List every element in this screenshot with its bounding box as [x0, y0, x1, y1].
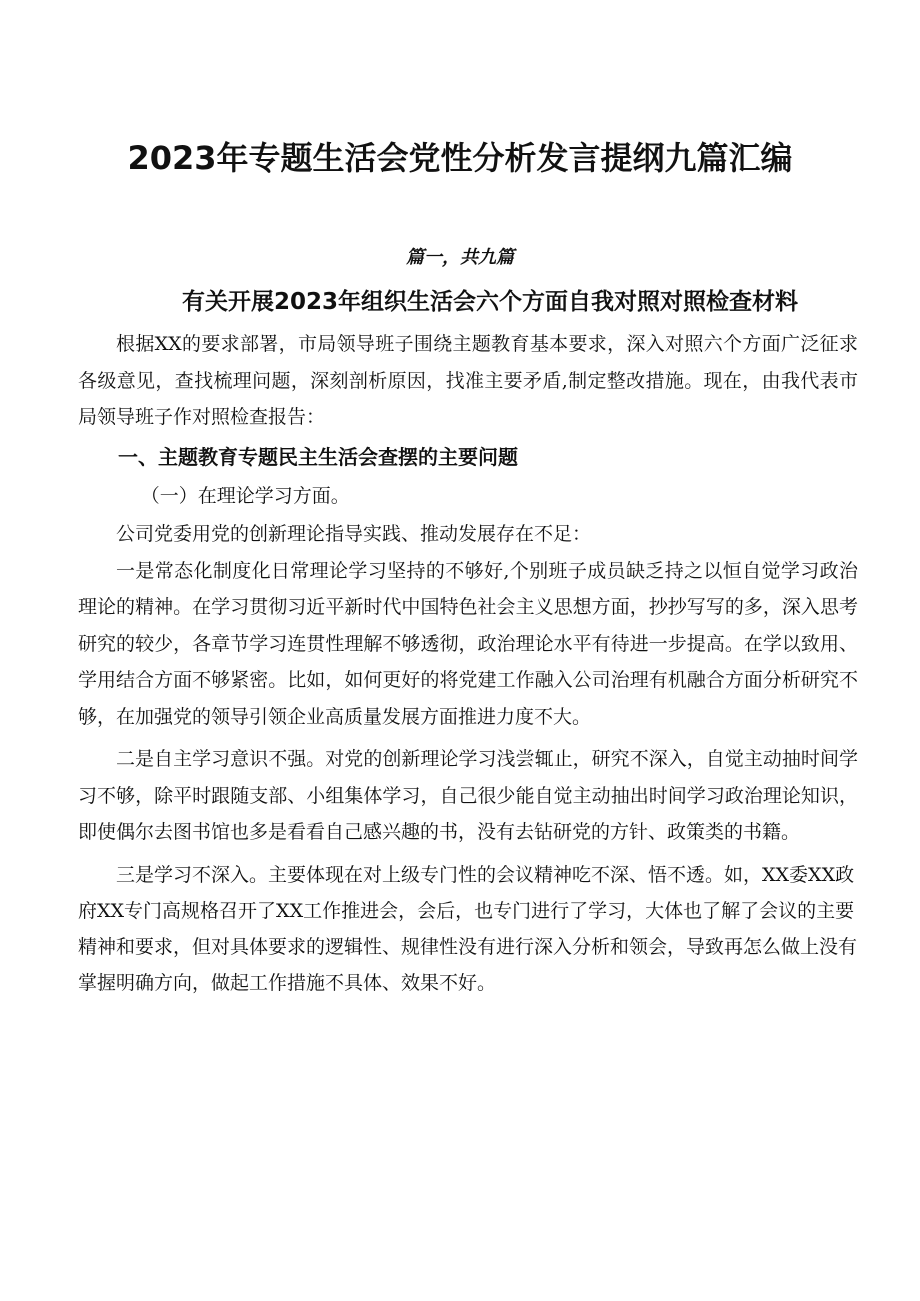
subsection-heading: （一）在理论学习方面。	[140, 484, 350, 507]
article-subtitle: 篇一，共九篇	[406, 247, 514, 268]
article-title: 有关开展2023年组织生活会六个方面自我对照对照检查材料	[181, 289, 798, 315]
section-heading: 一、主题教育专题民主生活会查摆的主要问题	[118, 444, 518, 469]
main-title: 2023年专题生活会党性分析发言提纲九篇汇编	[127, 139, 793, 177]
point-one-paragraph: 一是常态化制度化日常理论学习坚持的不够好,个别班子成员缺乏持之以恒自觉学习政治理论的精神。在学习贯彻习近平新时代中国特色社会主义思想方面，抄抄写写的多，深入思考研究的较少，各章节学习连贯性理解不够透彻，政治理论水平有待进一步提高。在学以致用、学用结合方面不够紧密。比如，如何更好的将党建工作融入公司治理有机融合方面分析研究不够，在加强党的领导引领企业高质量发展方面推进力度不大。	[78, 559, 858, 728]
article-body	[78, 326, 858, 1001]
intro-paragraph: 根据XX的要求部署，市局领导班子围绕主题教育基本要求，深入对照六个方面广泛征求各级意见，查找梳理问题，深刻剖析原因，找准主要矛盾,制定整改措施。现在，由我代表市局领导班子作对照检查报告：	[78, 333, 858, 428]
subsection-lead-paragraph: 公司党委用党的创新理论指导实践、推动发展存在不足：	[116, 523, 592, 545]
point-two-paragraph: 二是自主学习意识不强。对党的创新理论学习浅尝辄止，研究不深入，自觉主动抽时间学习不够，除平时跟随支部、小组集体学习，自己很少能自觉主动抽出时间学习政治理论知识，即使偶尔去图书馆也多是看看自己感兴趣的书，没有去钻研党的方针、政策类的书籍。	[78, 748, 858, 843]
point-three-paragraph: 三是学习不深入。主要体现在对上级专门性的会议精神吃不深、悟不透。如，XX委XX政府XX专门高规格召开了XX工作推进会，会后，也专门进行了学习，大体也了解了会议的主要精神和要求，但对具体要求的逻辑性、规律性没有进行深入分析和领会，导致再怎么做上没有掌握明确方向，做起工作措施不具体、效果不好。	[78, 863, 858, 994]
